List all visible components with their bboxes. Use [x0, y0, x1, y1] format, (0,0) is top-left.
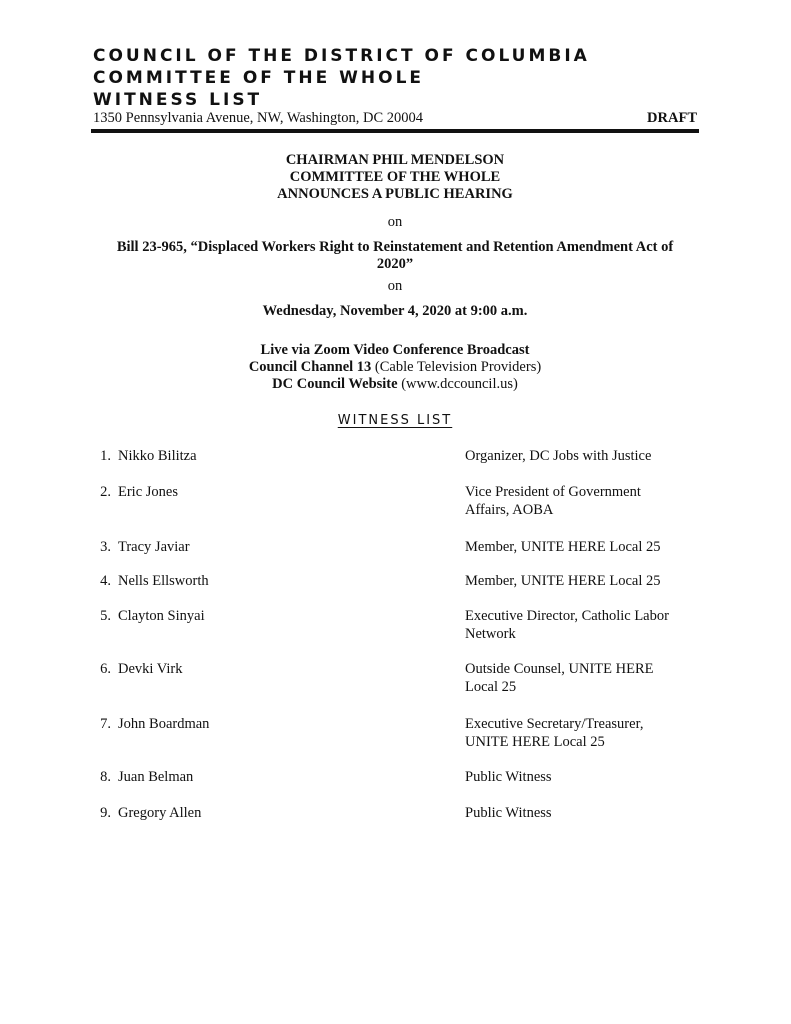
- witness-affiliation: [465, 447, 701, 465]
- witness-affiliation-line: Affairs, AOBA: [465, 502, 554, 518]
- witness-name: Eric Jones: [118, 484, 178, 500]
- witness-affiliation-line: Network: [465, 626, 516, 642]
- witness-number: 4.: [100, 573, 111, 589]
- witness-affiliation: [465, 538, 701, 556]
- witness-name: Gregory Allen: [118, 805, 202, 821]
- witness-number: 6.: [100, 661, 111, 677]
- witness-affiliation-line: Organizer, DC Jobs with Justice: [465, 448, 652, 464]
- witness-affiliation-line: Member, UNITE HERE Local 25: [465, 573, 661, 589]
- witness-list-heading: [91, 412, 699, 429]
- witness-number: 2.: [100, 484, 111, 500]
- draft-label: DRAFT: [647, 110, 697, 126]
- witness-number: 8.: [100, 769, 111, 785]
- witness-affiliation-line: Executive Secretary/Treasurer,: [465, 716, 644, 732]
- witness-affiliation-line: UNITE HERE Local 25: [465, 734, 605, 750]
- witness-affiliation: [465, 483, 701, 519]
- announcement-chairman: CHAIRMAN PHIL MENDELSON: [285, 152, 505, 168]
- witness-list-heading-text: WITNESS LIST: [337, 413, 453, 428]
- broadcast-channel-name: Council Channel 13: [248, 359, 372, 375]
- witness-affiliation-line: Member, UNITE HERE Local 25: [465, 539, 661, 555]
- broadcast-website-name: DC Council Website: [272, 376, 398, 392]
- committee-title: COMMITTEE OF THE WHOLE: [93, 68, 425, 88]
- council-title: COUNCIL OF THE DISTRICT OF COLUMBIA: [93, 46, 590, 66]
- witness-number: 5.: [100, 608, 111, 624]
- bill-title-line-1: Bill 23-965, “Displaced Workers Right to Reinstatement and Retention Amendment Act of: [116, 239, 674, 255]
- witness-affiliation: [465, 715, 701, 751]
- address: 1350 Pennsylvania Avenue, NW, Washington, DC 20004: [93, 110, 424, 126]
- witness-affiliation-line: Public Witness: [465, 805, 552, 821]
- witness-affiliation: [465, 572, 701, 590]
- witness-affiliation: [465, 607, 701, 643]
- witness-name: John Boardman: [118, 716, 210, 732]
- announcement-committee: COMMITTEE OF THE WHOLE: [289, 169, 501, 185]
- bill-title-line-2: 2020”: [376, 256, 414, 272]
- witness-name: Tracy Javiar: [118, 539, 190, 555]
- document-type-title: WITNESS LIST: [93, 90, 263, 110]
- witness-affiliation: [465, 660, 701, 696]
- witness-name: Devki Virk: [118, 661, 183, 677]
- broadcast-channel-note: (Cable Television Providers): [371, 359, 542, 375]
- witness-affiliation-line: Local 25: [465, 679, 517, 695]
- witness-number: 1.: [100, 448, 111, 464]
- witness-name: Juan Belman: [118, 769, 194, 785]
- header-divider: [91, 129, 699, 133]
- address-row: [93, 110, 697, 127]
- broadcast-zoom: Live via Zoom Video Conference Broadcast: [260, 342, 530, 358]
- broadcast-website: [91, 376, 699, 393]
- broadcast-channel: [91, 359, 699, 376]
- connector-on-1: on: [387, 214, 403, 230]
- witness-affiliation-line: Vice President of Government: [465, 484, 641, 500]
- witness-affiliation: [465, 768, 701, 786]
- witness-affiliation-line: Outside Counsel, UNITE HERE: [465, 661, 654, 677]
- connector-on-2: on: [387, 278, 403, 294]
- witness-affiliation-line: Public Witness: [465, 769, 552, 785]
- witness-name: Nells Ellsworth: [118, 573, 209, 589]
- witness-number: 3.: [100, 539, 111, 555]
- bill-title: [91, 239, 699, 273]
- witness-number: 9.: [100, 805, 111, 821]
- witness-name: Clayton Sinyai: [118, 608, 205, 624]
- hearing-date: Wednesday, November 4, 2020 at 9:00 a.m.: [262, 303, 528, 319]
- witness-affiliation-line: Executive Director, Catholic Labor: [465, 608, 669, 624]
- witness-name: Nikko Bilitza: [118, 448, 197, 464]
- broadcast-website-url: (www.dccouncil.us): [397, 376, 518, 392]
- witness-affiliation: [465, 804, 701, 822]
- witness-number: 7.: [100, 716, 111, 732]
- announcement-hearing: ANNOUNCES A PUBLIC HEARING: [277, 186, 513, 202]
